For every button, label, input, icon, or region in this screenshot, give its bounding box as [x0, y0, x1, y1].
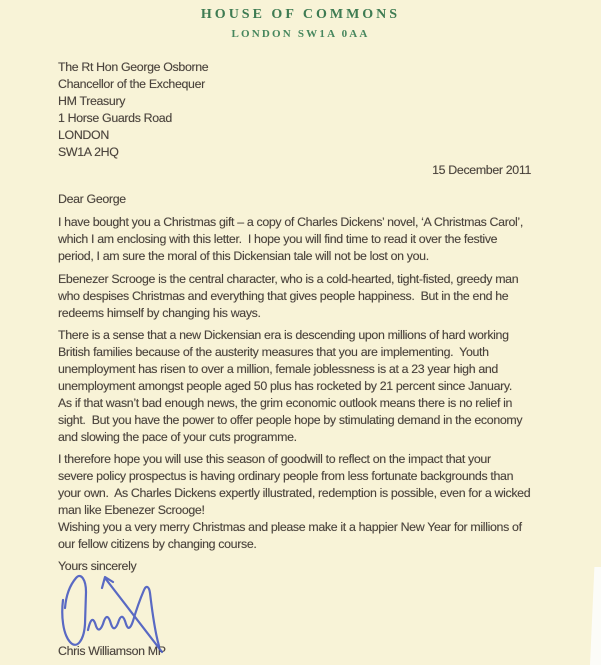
- text-line: There is a sense that a new Dickensian era is descending upon millions of hard working: [58, 328, 509, 342]
- recipient-line: The Rt Hon George Osborne: [58, 60, 209, 74]
- text-line: unemployment amongst people aged 50 plus has rocketed by 21 percent since January.: [58, 379, 512, 393]
- text-line: sight. But you have the power to offer people hope by stimulating demand in the economy: [58, 413, 523, 427]
- signature-scribble: [50, 566, 180, 662]
- letter-date: [58, 161, 531, 179]
- text-line: Wishing you a very merry Christmas and please make it a happier New Year for millions of: [58, 520, 522, 534]
- recipient-line: HM Treasury: [58, 94, 126, 108]
- salutation-text: Dear George: [58, 192, 126, 206]
- paragraph-3: [58, 327, 512, 395]
- text-line: unemployment has risen to over a million, female joblessness is at a 23 year high and: [58, 362, 498, 376]
- text-line: period, I am sure the moral of this Dickensian tale will not be lost on you.: [58, 249, 429, 263]
- signature-loop-stroke: [62, 576, 86, 645]
- text-line: I therefore hope you will use this season of goodwill to reflect on the impact that your: [58, 452, 491, 466]
- recipient-address-block: [58, 59, 208, 161]
- closing-text: Yours sincerely: [58, 559, 137, 573]
- letterhead-title: HOUSE OF COMMONS: [200, 7, 401, 22]
- text-line: our fellow citizens by changing course.: [58, 537, 257, 551]
- paragraph-2: [58, 271, 518, 322]
- text-line: who despises Christmas and everything that gives people happiness. But in the end he: [58, 289, 509, 303]
- paragraph-4: [58, 395, 522, 446]
- text-line: As if that wasn’t bad enough news, the grim economic outlook means there is no relief in: [58, 396, 513, 410]
- text-line: redeems himself by changing his ways.: [58, 306, 261, 320]
- scan-edge-artifact: [590, 567, 601, 665]
- recipient-line: 1 Horse Guards Road: [58, 111, 172, 125]
- signature-wave-stroke: [88, 587, 159, 646]
- text-line: severe policy prospectus is having ordinary people from less fortunate backgrounds than: [58, 469, 514, 483]
- sender-name-text: Chris Williamson MP: [58, 644, 166, 658]
- recipient-line: Chancellor of the Exchequer: [58, 77, 205, 91]
- paragraph-6: [58, 519, 522, 553]
- text-line: and slowing the pace of your cuts programme.: [58, 430, 297, 444]
- letterhead-address: LONDON SW1A 0AA: [231, 28, 370, 40]
- paragraph-5: [58, 451, 530, 519]
- recipient-line: SW1A 2HQ: [58, 145, 119, 159]
- paragraph-1: [58, 214, 523, 265]
- text-line: I have bought you a Christmas gift – a copy of Charles Dickens’ novel, ‘A Christmas Carol’,: [58, 215, 523, 229]
- text-line: man like Ebenezer Scrooge!: [58, 503, 205, 517]
- text-line: British families because of the austerity measures that you are implementing. Youth: [58, 345, 489, 359]
- recipient-line: LONDON: [58, 128, 109, 142]
- salutation: [58, 191, 126, 208]
- date-text: 15 December 2011: [432, 163, 531, 177]
- text-line: Ebenezer Scrooge is the central character, who is a cold-hearted, tight-fisted, greedy man: [58, 272, 519, 286]
- text-line: which I am enclosing with this letter. I hope you will find time to read it over the festive: [58, 232, 498, 246]
- text-line: your own. As Charles Dickens expertly illustrated, redemption is possible, even for a wicked: [58, 486, 531, 500]
